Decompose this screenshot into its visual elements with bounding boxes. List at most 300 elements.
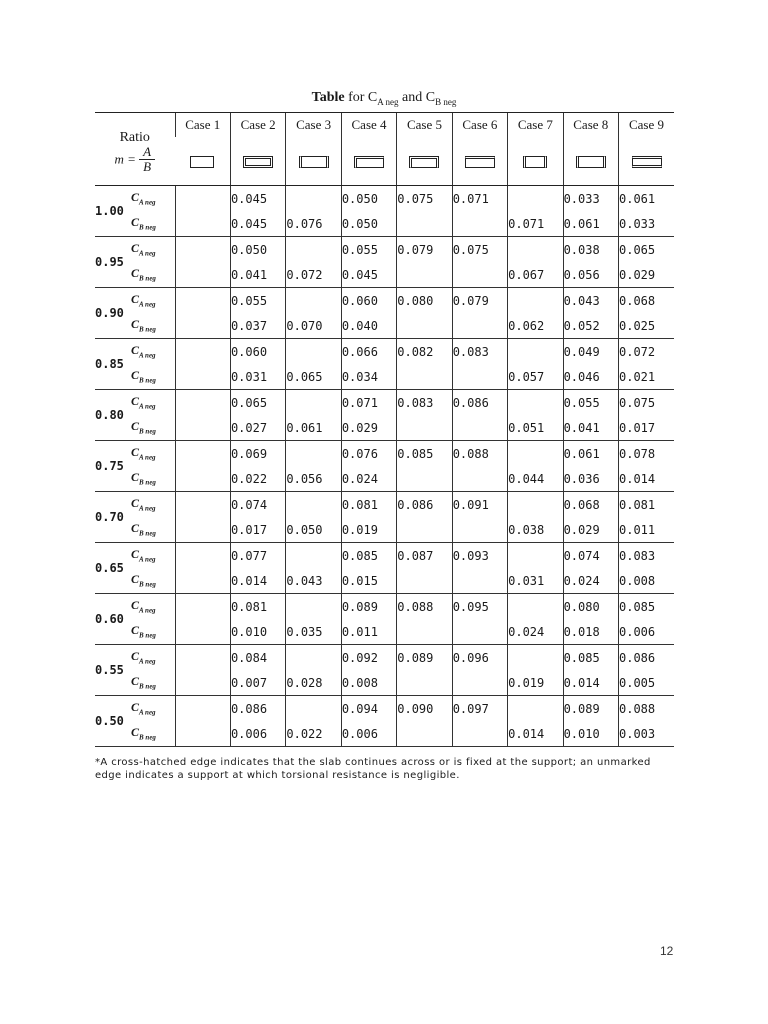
table-cell: 0.011 xyxy=(619,517,675,543)
coef-label-main: C xyxy=(131,241,140,256)
caption-middle: for C xyxy=(344,90,378,105)
table-cell xyxy=(286,645,341,671)
table-cell xyxy=(452,466,507,492)
page-number: 12 xyxy=(660,944,674,958)
table-cell: 0.088 xyxy=(452,441,507,467)
slab-diagram-case-9 xyxy=(619,137,675,186)
coef-label-b xyxy=(127,517,175,543)
ratio-value: 0.75 xyxy=(95,441,127,492)
coef-label-main: C xyxy=(131,470,140,485)
table-cell xyxy=(175,186,230,212)
ratio-fraction xyxy=(139,145,155,175)
table-cell: 0.083 xyxy=(452,339,507,365)
table-cell: 0.071 xyxy=(341,390,396,416)
table-row xyxy=(95,364,674,390)
slab-diagram-case-3 xyxy=(286,137,341,186)
coef-label-b xyxy=(127,721,175,747)
ratio-value: 0.55 xyxy=(95,645,127,696)
slab-icon xyxy=(243,156,273,168)
table-cell: 0.084 xyxy=(230,645,285,671)
table-cell: 0.057 xyxy=(508,364,563,390)
table-cell xyxy=(175,390,230,416)
table-cell: 0.086 xyxy=(397,492,452,518)
table-cell: 0.017 xyxy=(619,415,675,441)
slab-diagram-case-5 xyxy=(397,137,452,186)
table-cell: 0.083 xyxy=(619,543,675,569)
coef-label-sub: A neg xyxy=(139,453,156,462)
table-cell: 0.024 xyxy=(563,568,618,594)
table-cell: 0.060 xyxy=(341,288,396,314)
table-cell: 0.085 xyxy=(341,543,396,569)
coef-label-sub: A neg xyxy=(139,708,156,717)
table-cell: 0.008 xyxy=(341,670,396,696)
table-cell xyxy=(286,288,341,314)
slab-icon xyxy=(465,156,495,168)
table-row xyxy=(95,211,674,237)
coef-label-b xyxy=(127,466,175,492)
coef-label-main: C xyxy=(131,266,140,281)
table-cell: 0.029 xyxy=(619,262,675,288)
table-cell: 0.034 xyxy=(341,364,396,390)
table-cell xyxy=(175,339,230,365)
case-header: Case 7 xyxy=(508,113,563,138)
coef-label-main: C xyxy=(131,445,140,460)
table-cell: 0.025 xyxy=(619,313,675,339)
coef-label-sub: A neg xyxy=(139,249,156,258)
table-row xyxy=(95,594,674,620)
table-row xyxy=(95,262,674,288)
table-cell: 0.065 xyxy=(230,390,285,416)
coef-label-main: C xyxy=(131,343,140,358)
table-row xyxy=(95,492,674,518)
table-cell: 0.043 xyxy=(286,568,341,594)
table-cell: 0.045 xyxy=(341,262,396,288)
table-cell: 0.075 xyxy=(397,186,452,212)
table-cell: 0.038 xyxy=(508,517,563,543)
table-row xyxy=(95,619,674,645)
table-cell: 0.081 xyxy=(341,492,396,518)
table-cell: 0.092 xyxy=(341,645,396,671)
coef-label-sub: A neg xyxy=(139,351,156,360)
table-cell: 0.074 xyxy=(563,543,618,569)
table-cell: 0.043 xyxy=(563,288,618,314)
table-cell: 0.090 xyxy=(397,696,452,722)
table-cell: 0.006 xyxy=(230,721,285,747)
case-header: Case 5 xyxy=(397,113,452,138)
ratio-value: 0.95 xyxy=(95,237,127,288)
table-cell xyxy=(175,517,230,543)
coef-label-main: C xyxy=(131,674,140,689)
table-row xyxy=(95,186,674,212)
case-header: Case 6 xyxy=(452,113,507,138)
table-cell: 0.068 xyxy=(619,288,675,314)
table-cell xyxy=(175,568,230,594)
coef-label-main: C xyxy=(131,649,140,664)
table-cell: 0.017 xyxy=(230,517,285,543)
table-cell: 0.003 xyxy=(619,721,675,747)
slab-icon xyxy=(632,156,662,168)
table-cell: 0.035 xyxy=(286,619,341,645)
table-cell: 0.006 xyxy=(341,721,396,747)
table-cell: 0.070 xyxy=(286,313,341,339)
table-cell: 0.088 xyxy=(397,594,452,620)
case-header: Case 1 xyxy=(175,113,230,138)
table-cell xyxy=(175,619,230,645)
coef-label-sub: A neg xyxy=(139,198,156,207)
table-cell: 0.068 xyxy=(563,492,618,518)
coef-label-main: C xyxy=(131,572,140,587)
table-cell xyxy=(286,186,341,212)
table-caption xyxy=(0,90,768,107)
table-cell xyxy=(508,390,563,416)
table-cell: 0.061 xyxy=(563,211,618,237)
coef-label-a xyxy=(127,492,175,518)
table-cell: 0.010 xyxy=(230,619,285,645)
table-cell xyxy=(397,466,452,492)
slab-icon xyxy=(299,156,329,168)
coef-label-sub: B neg xyxy=(139,223,156,232)
caption-sub-a: A neg xyxy=(377,96,399,107)
coef-label-sub: A neg xyxy=(139,555,156,564)
table-cell: 0.050 xyxy=(286,517,341,543)
table-cell xyxy=(397,721,452,747)
table-cell xyxy=(175,313,230,339)
table-cell: 0.089 xyxy=(563,696,618,722)
table-cell: 0.055 xyxy=(341,237,396,263)
coef-label-b xyxy=(127,364,175,390)
coef-label-a xyxy=(127,696,175,722)
table-cell xyxy=(508,492,563,518)
coef-label-b xyxy=(127,670,175,696)
fraction-numerator: A xyxy=(139,145,155,160)
table-cell: 0.029 xyxy=(341,415,396,441)
table-cell: 0.040 xyxy=(341,313,396,339)
table-row xyxy=(95,237,674,263)
table-cell: 0.014 xyxy=(230,568,285,594)
table-cell xyxy=(508,441,563,467)
table-cell: 0.066 xyxy=(341,339,396,365)
table-cell: 0.080 xyxy=(563,594,618,620)
coef-label-a xyxy=(127,645,175,671)
coef-label-sub: B neg xyxy=(139,427,156,436)
table-cell xyxy=(508,543,563,569)
table-cell: 0.029 xyxy=(563,517,618,543)
ratio-value: 0.50 xyxy=(95,696,127,747)
table-cell: 0.028 xyxy=(286,670,341,696)
coef-label-sub: B neg xyxy=(139,733,156,742)
coef-label-main: C xyxy=(131,419,140,434)
table-cell xyxy=(508,696,563,722)
table-cell: 0.041 xyxy=(563,415,618,441)
slab-icon xyxy=(409,156,439,168)
table-cell: 0.085 xyxy=(397,441,452,467)
coef-label-main: C xyxy=(131,215,140,230)
table-cell: 0.007 xyxy=(230,670,285,696)
coef-label-sub: B neg xyxy=(139,631,156,640)
table-cell: 0.019 xyxy=(341,517,396,543)
table-row xyxy=(95,721,674,747)
table-cell xyxy=(286,594,341,620)
table-cell xyxy=(286,237,341,263)
table-row xyxy=(95,645,674,671)
slab-diagram-case-7 xyxy=(508,137,563,186)
table-cell: 0.037 xyxy=(230,313,285,339)
table-cell xyxy=(175,288,230,314)
ratio-value: 0.85 xyxy=(95,339,127,390)
table-cell xyxy=(175,211,230,237)
coef-label-main: C xyxy=(131,292,140,307)
slab-diagram-case-1 xyxy=(175,137,230,186)
coef-label-b xyxy=(127,211,175,237)
table-cell: 0.076 xyxy=(286,211,341,237)
case-header: Case 9 xyxy=(619,113,675,138)
coef-label-main: C xyxy=(131,521,140,536)
table-cell: 0.041 xyxy=(230,262,285,288)
slab-diagram-case-6 xyxy=(452,137,507,186)
table-cell: 0.031 xyxy=(230,364,285,390)
table-cell xyxy=(397,262,452,288)
table-cell: 0.024 xyxy=(341,466,396,492)
table-cell xyxy=(175,543,230,569)
coef-label-main: C xyxy=(131,547,140,562)
table-cell: 0.069 xyxy=(230,441,285,467)
table-cell xyxy=(175,696,230,722)
case-header: Case 3 xyxy=(286,113,341,138)
table-cell xyxy=(175,721,230,747)
table-row xyxy=(95,696,674,722)
table-cell: 0.072 xyxy=(619,339,675,365)
table-cell: 0.087 xyxy=(397,543,452,569)
table-cell xyxy=(508,645,563,671)
table-cell: 0.014 xyxy=(508,721,563,747)
table-cell xyxy=(452,415,507,441)
table-row xyxy=(95,415,674,441)
caption-and: and C xyxy=(398,90,436,105)
coef-label-main: C xyxy=(131,725,140,740)
table-cell: 0.010 xyxy=(563,721,618,747)
table-cell: 0.079 xyxy=(397,237,452,263)
ratio-word: Ratio xyxy=(119,129,150,145)
coef-label-sub: A neg xyxy=(139,657,156,666)
table-cell: 0.094 xyxy=(341,696,396,722)
caption-sub-b: B neg xyxy=(435,96,457,107)
table-cell: 0.022 xyxy=(286,721,341,747)
table-cell xyxy=(397,313,452,339)
table-cell xyxy=(508,288,563,314)
table-cell: 0.095 xyxy=(452,594,507,620)
coef-label-a xyxy=(127,186,175,212)
table-cell: 0.051 xyxy=(508,415,563,441)
table-cell xyxy=(452,211,507,237)
table-cell xyxy=(175,594,230,620)
table-cell xyxy=(175,364,230,390)
coef-label-a xyxy=(127,237,175,263)
caption-prefix: Table xyxy=(311,90,345,105)
table-cell: 0.046 xyxy=(563,364,618,390)
table-cell xyxy=(452,568,507,594)
coef-label-a xyxy=(127,441,175,467)
slab-diagram-case-2 xyxy=(230,137,285,186)
coef-label-b xyxy=(127,568,175,594)
table-cell: 0.050 xyxy=(341,186,396,212)
coef-label-sub: B neg xyxy=(139,325,156,334)
coef-label-main: C xyxy=(131,598,140,613)
table-cell: 0.045 xyxy=(230,186,285,212)
table-cell: 0.089 xyxy=(397,645,452,671)
coef-label-main: C xyxy=(131,368,140,383)
table-cell xyxy=(286,390,341,416)
table-cell xyxy=(452,364,507,390)
table-cell: 0.014 xyxy=(563,670,618,696)
coef-label-sub: B neg xyxy=(139,478,156,487)
table-cell: 0.031 xyxy=(508,568,563,594)
table-cell: 0.021 xyxy=(619,364,675,390)
table-row xyxy=(95,390,674,416)
table-cell: 0.081 xyxy=(619,492,675,518)
table-row xyxy=(95,288,674,314)
table-cell: 0.018 xyxy=(563,619,618,645)
table-cell xyxy=(175,415,230,441)
slab-icon xyxy=(523,156,547,168)
coef-label-b xyxy=(127,313,175,339)
coef-label-sub: A neg xyxy=(139,606,156,615)
table-cell xyxy=(175,237,230,263)
case-header: Case 2 xyxy=(230,113,285,138)
footnote: *A cross-hatched edge indicates that the slab continues across or is fixed at the support; an unmarked edge indicates a support at which torsional resistance is negligible. xyxy=(95,757,651,781)
coef-label-main: C xyxy=(131,700,140,715)
table-cell: 0.086 xyxy=(230,696,285,722)
table-cell: 0.005 xyxy=(619,670,675,696)
coef-label-sub: A neg xyxy=(139,504,156,513)
table-cell xyxy=(175,466,230,492)
slab-icon xyxy=(190,156,214,168)
table-cell: 0.085 xyxy=(619,594,675,620)
table-cell: 0.024 xyxy=(508,619,563,645)
slab-icon xyxy=(576,156,606,168)
table-cell: 0.006 xyxy=(619,619,675,645)
table-cell: 0.056 xyxy=(563,262,618,288)
coef-label-sub: B neg xyxy=(139,529,156,538)
table-cell xyxy=(175,492,230,518)
table-cell: 0.060 xyxy=(230,339,285,365)
table-cell: 0.022 xyxy=(230,466,285,492)
table-cell: 0.065 xyxy=(286,364,341,390)
table-cell: 0.044 xyxy=(508,466,563,492)
case-header: Case 8 xyxy=(563,113,618,138)
slab-icon xyxy=(354,156,384,168)
table-cell: 0.072 xyxy=(286,262,341,288)
coef-label-a xyxy=(127,543,175,569)
table-cell: 0.062 xyxy=(508,313,563,339)
coef-label-a xyxy=(127,390,175,416)
table-cell: 0.061 xyxy=(286,415,341,441)
table-cell: 0.027 xyxy=(230,415,285,441)
table-cell xyxy=(397,415,452,441)
table-cell xyxy=(286,543,341,569)
case-header: Case 4 xyxy=(341,113,396,138)
table-cell: 0.050 xyxy=(341,211,396,237)
table-cell: 0.008 xyxy=(619,568,675,594)
table-cell: 0.065 xyxy=(619,237,675,263)
coef-label-main: C xyxy=(131,623,140,638)
table-row xyxy=(95,441,674,467)
table-cell: 0.086 xyxy=(452,390,507,416)
table-cell xyxy=(397,517,452,543)
ratio-value: 0.65 xyxy=(95,543,127,594)
table-row xyxy=(95,313,674,339)
table-cell xyxy=(286,441,341,467)
table-cell xyxy=(397,211,452,237)
table-cell: 0.088 xyxy=(619,696,675,722)
table-cell xyxy=(397,364,452,390)
table-cell xyxy=(452,517,507,543)
table-cell xyxy=(286,339,341,365)
table-cell xyxy=(397,619,452,645)
coef-label-a xyxy=(127,339,175,365)
table-cell: 0.085 xyxy=(563,645,618,671)
coef-label-a xyxy=(127,594,175,620)
table-cell xyxy=(508,594,563,620)
table-cell: 0.077 xyxy=(230,543,285,569)
table-row xyxy=(95,670,674,696)
table-cell: 0.082 xyxy=(397,339,452,365)
table-cell: 0.080 xyxy=(397,288,452,314)
table-cell: 0.097 xyxy=(452,696,507,722)
coef-label-b xyxy=(127,262,175,288)
coef-label-sub: A neg xyxy=(139,402,156,411)
table-cell: 0.033 xyxy=(619,211,675,237)
coef-label-sub: B neg xyxy=(139,580,156,589)
coef-label-main: C xyxy=(131,190,140,205)
slab-diagram-case-4 xyxy=(341,137,396,186)
ratio-value: 1.00 xyxy=(95,186,127,237)
table-cell: 0.045 xyxy=(230,211,285,237)
m-equals: m = xyxy=(114,151,136,167)
table-cell: 0.076 xyxy=(341,441,396,467)
table-row xyxy=(95,568,674,594)
table-cell: 0.055 xyxy=(230,288,285,314)
table-cell: 0.071 xyxy=(508,211,563,237)
ratio-value: 0.70 xyxy=(95,492,127,543)
coef-label-sub: A neg xyxy=(139,300,156,309)
table-cell: 0.049 xyxy=(563,339,618,365)
table-row xyxy=(95,543,674,569)
table-cell: 0.014 xyxy=(619,466,675,492)
coef-label-sub: B neg xyxy=(139,274,156,283)
table-cell xyxy=(508,186,563,212)
table-cell: 0.050 xyxy=(230,237,285,263)
table-cell xyxy=(286,492,341,518)
table-row xyxy=(95,517,674,543)
table-cell xyxy=(286,696,341,722)
slab-diagram-case-8 xyxy=(563,137,618,186)
table-row xyxy=(95,339,674,365)
table-cell xyxy=(175,441,230,467)
table-cell: 0.061 xyxy=(619,186,675,212)
coef-label-sub: B neg xyxy=(139,682,156,691)
fraction-denominator: B xyxy=(143,159,152,175)
table-cell: 0.019 xyxy=(508,670,563,696)
table-cell xyxy=(397,670,452,696)
table-cell: 0.052 xyxy=(563,313,618,339)
table-cell xyxy=(175,262,230,288)
table-cell: 0.067 xyxy=(508,262,563,288)
table-cell xyxy=(452,619,507,645)
table-cell: 0.038 xyxy=(563,237,618,263)
table-cell: 0.096 xyxy=(452,645,507,671)
table-cell: 0.033 xyxy=(563,186,618,212)
coefficient-table xyxy=(95,112,674,747)
